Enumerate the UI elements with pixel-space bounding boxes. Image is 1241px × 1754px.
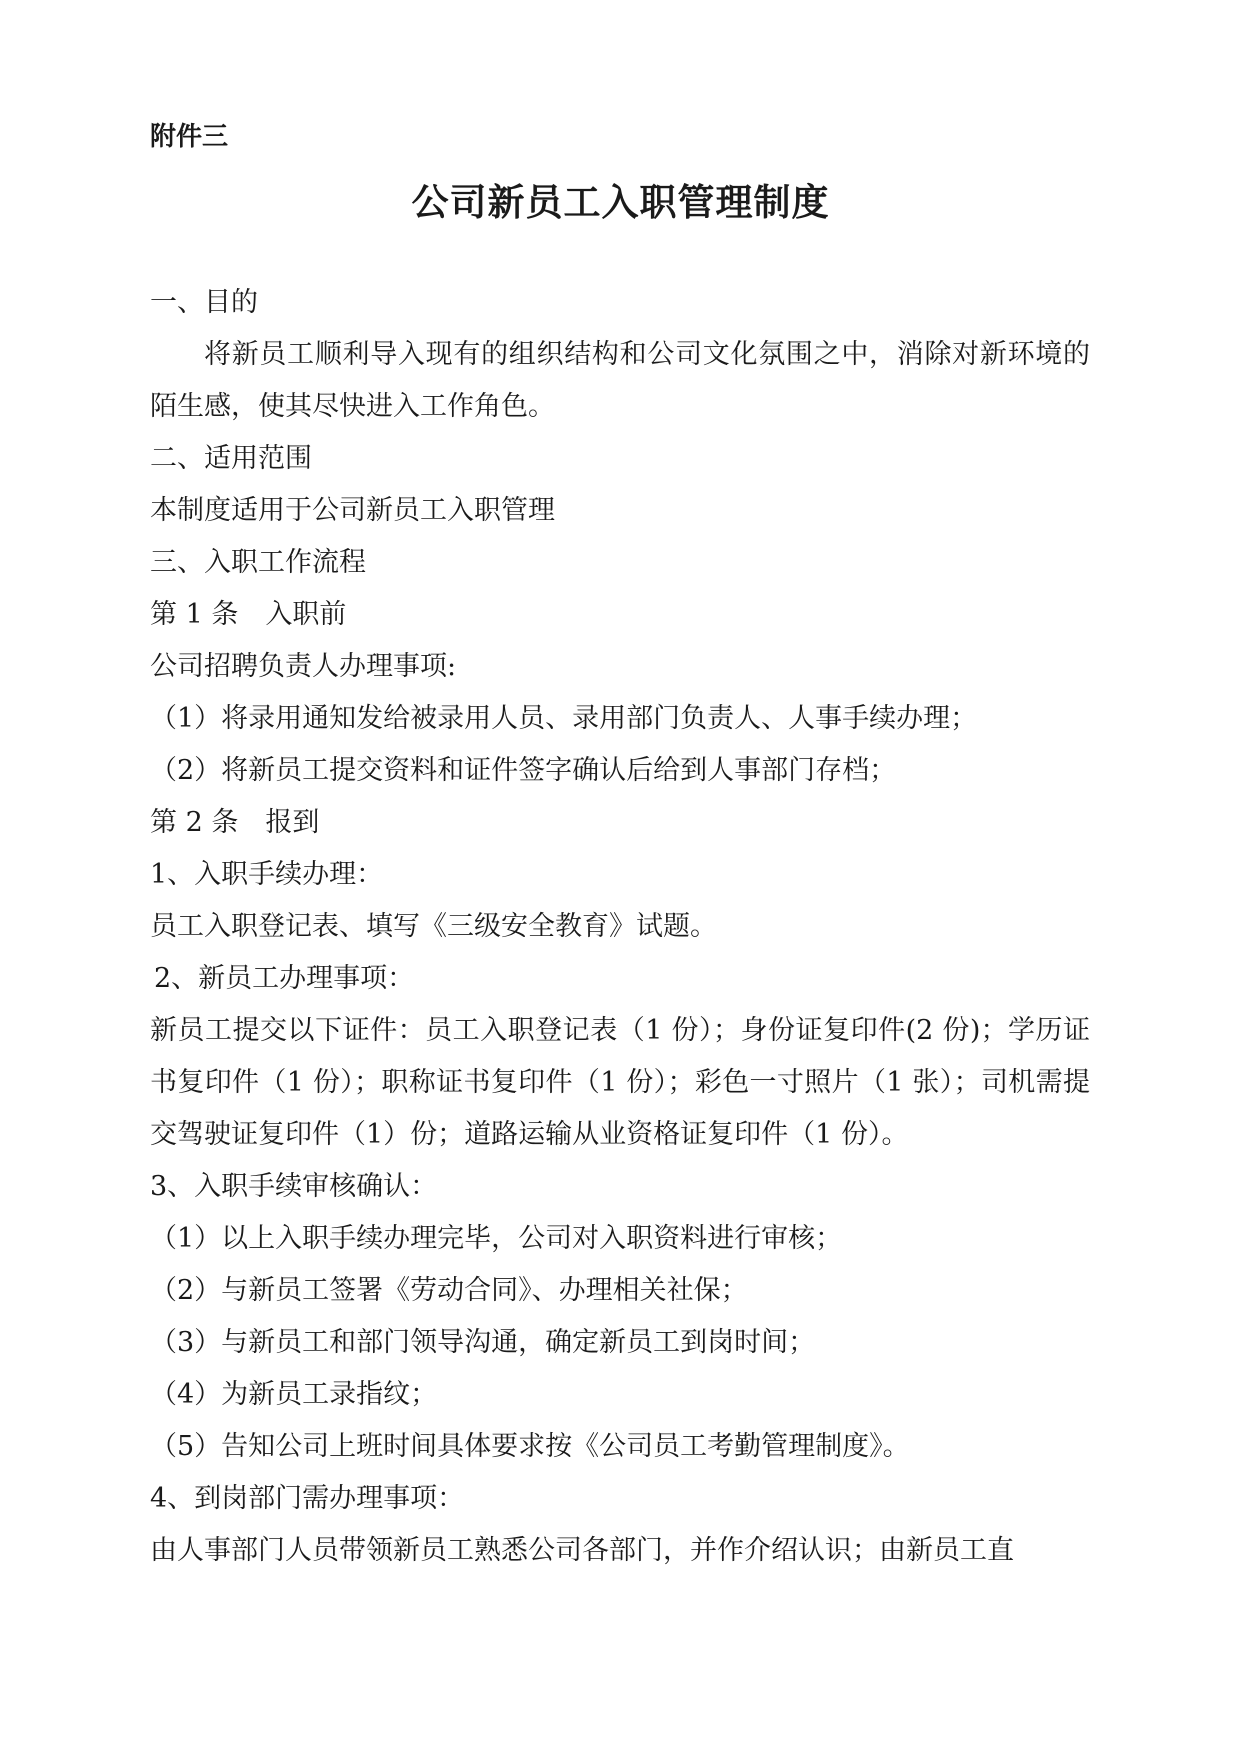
list-item: （4）为新员工录指纹； [150,1379,438,1410]
paragraph-documents: 新员工提交以下证件：员工入职登记表（1 份）；身份证复印件(2 份)；学历证书复印件（1 份）；职称证书复印件（1 份）；彩色一寸照片（1 张）；司机需提交驾驶证复印件（1）份；道路运输从业资格证复印件（1 份）。 [150,1015,1090,1150]
paragraph-recruiter-tasks: 公司招聘负责人办理事项: [150,651,457,682]
subheading-onboarding: 1、入职手续办理： [150,859,384,890]
list-item: （2）与新员工签署《劳动合同》、办理相关社保； [150,1275,748,1306]
subheading-new-employee-tasks: 2、新员工办理事项： [154,963,415,994]
document-title: 公司新员工入职管理制度 [411,181,830,224]
list-item: （1）以上入职手续办理完毕，公司对入职资料进行审核； [150,1223,843,1254]
subheading-department-tasks: 4、到岗部门需办理事项： [150,1483,465,1514]
subheading-review: 3、入职手续审核确认： [150,1171,438,1202]
list-item: （2）将新员工提交资料和证件签字确认后给到人事部门存档； [150,755,897,786]
paragraph-scope: 本制度适用于公司新员工入职管理 [150,495,555,526]
list-item: （5）告知公司上班时间具体要求按《公司员工考勤管理制度》。 [150,1431,910,1462]
list-item: （3）与新员工和部门领导沟通，确定新员工到岗时间； [150,1327,816,1358]
article-1-heading: 第 1 条 入职前 [150,599,347,630]
document-body [150,277,1090,1577]
article-2-heading: 第 2 条 报到 [150,807,320,838]
paragraph-department-tasks: 由人事部门人员带领新员工熟悉公司各部门，并作介绍认识；由新员工直 [150,1535,1014,1566]
section-heading-process: 三、入职工作流程 [150,547,366,578]
section-heading-purpose: 一、目的 [150,287,258,318]
list-item: （1）将录用通知发给被录用人员、录用部门负责人、人事手续办理； [150,703,978,734]
paragraph-onboarding-forms: 员工入职登记表、填写《三级安全教育》试题。 [150,911,717,942]
attachment-label: 附件三 [150,122,229,152]
section-heading-scope: 二、适用范围 [150,443,312,474]
paragraph-purpose: 将新员工顺利导入现有的组织结构和公司文化氛围之中，消除对新环境的陌生感，使其尽快进入工作角色。 [150,339,1090,422]
